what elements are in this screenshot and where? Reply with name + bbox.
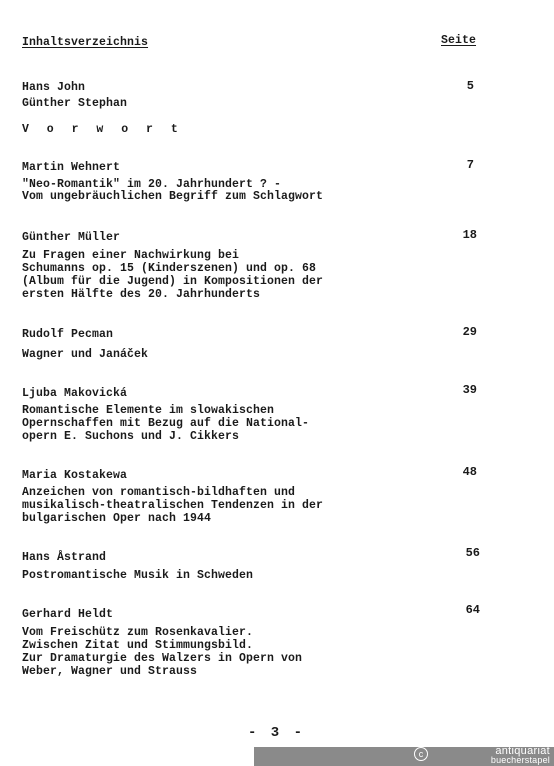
entry-page-number: 18	[462, 228, 477, 242]
entry-title-line: "Neo-Romantik" im 20. Jahrhundert ? -	[22, 178, 282, 191]
entry-page-number: 64	[465, 603, 480, 617]
entry-title-line: Zu Fragen einer Nachwirkung bei	[22, 249, 240, 262]
entry-author: Hans Åstrand	[22, 551, 107, 564]
entry-title-line: Anzeichen von romantisch-bildhaften und	[22, 486, 296, 499]
entry-author: Maria Kostakewa	[22, 469, 128, 482]
entry-title-line: (Album für die Jugend) in Kompositionen der	[22, 275, 324, 288]
entry-author: Rudolf Pecman	[22, 328, 114, 341]
entry-author: Gerhard Heldt	[22, 608, 114, 621]
entry-title-line: ersten Hälfte des 20. Jahrhunderts	[22, 288, 261, 301]
watermark-banner	[254, 747, 554, 766]
toc-heading: Inhaltsverzeichnis	[22, 36, 149, 49]
entry-title-line: V o r w o r t	[22, 123, 184, 136]
entry-page-number: 7	[466, 158, 474, 172]
entry-author: Martin Wehnert	[22, 161, 121, 174]
page-column-label: Seite	[441, 34, 477, 47]
copyright-icon: c	[414, 747, 428, 761]
entry-title-line: Postromantische Musik in Schweden	[22, 569, 254, 582]
entry-title-line: opern E. Suchons und J. Cikkers	[22, 430, 240, 443]
entry-title-line: bulgarischen Oper nach 1944	[22, 512, 212, 525]
entry-title-line: Vom Freischütz zum Rosenkavalier.	[22, 626, 254, 639]
entry-page-number: 29	[462, 325, 477, 339]
watermark-line2: buecherstapel	[490, 755, 550, 765]
entry-title-line: Wagner und Janáček	[22, 348, 149, 361]
entry-author: Ljuba Makovická	[22, 387, 128, 400]
watermark-line1: antiquariat	[495, 745, 550, 757]
entry-title-line: Zwischen Zitat und Stimmungsbild.	[22, 639, 254, 652]
footer-page-number: - 3 -	[248, 725, 306, 741]
entry-author: Günther Müller	[22, 231, 121, 244]
entry-author: Hans John	[22, 81, 86, 94]
entry-title-line: Schumanns op. 15 (Kinderszenen) und op. 68	[22, 262, 317, 275]
entry-title-line: Zur Dramaturgie des Walzers in Opern von	[22, 652, 303, 665]
entry-author: Günther Stephan	[22, 97, 128, 110]
entry-title-line: musikalisch-theatralischen Tendenzen in der	[22, 499, 324, 512]
entry-title-line: Weber, Wagner und Strauss	[22, 665, 198, 678]
entry-page-number: 48	[462, 465, 477, 479]
entry-title-line: Vom ungebräuchlichen Begriff zum Schlagwort	[22, 190, 324, 203]
entry-page-number: 56	[465, 546, 480, 560]
entry-title-line: Romantische Elemente im slowakischen	[22, 404, 275, 417]
entry-page-number: 5	[466, 79, 474, 93]
entry-page-number: 39	[462, 383, 477, 397]
entry-title-line: Opernschaffen mit Bezug auf die National-	[22, 417, 310, 430]
